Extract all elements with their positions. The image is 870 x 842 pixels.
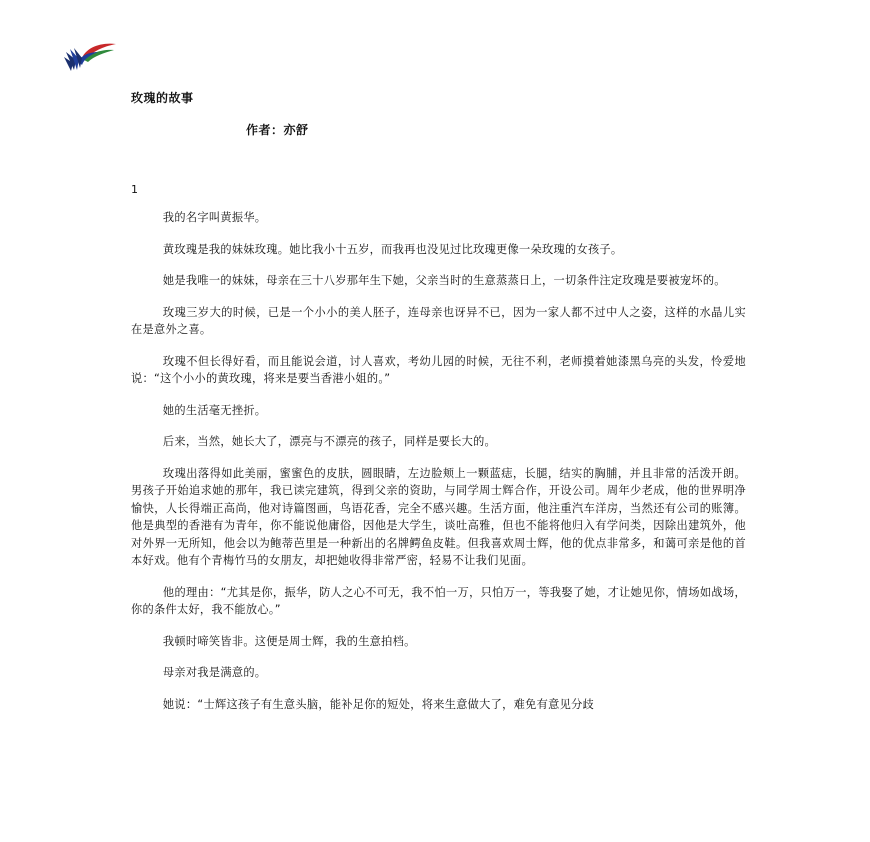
paragraph: 玫瑰三岁大的时候，已是一个小小的美人胚子，连母亲也讶异不已，因为一家人都不过中人之姿，这样的水晶儿实在是意外之喜。: [131, 305, 746, 336]
story-body: [131, 209, 746, 727]
chapter-number: 1: [131, 183, 138, 196]
paragraph: 玫瑰不但长得好看，而且能说会道，讨人喜欢，考幼儿园的时候，无往不利，老师摸着她漆黑乌亮的头发，怜爱地说：“这个小小的黄玫瑰，将来是要当香港小姐的。”: [131, 354, 746, 385]
paragraph: 玫瑰出落得如此美丽，蜜蜜色的皮肤，圆眼睛，左边脸颊上一颗蓝痣，长腿，结实的胸脯，并且非常的活泼开朗。男孩子开始追求她的那年，我已读完建筑，得到父亲的资助，与同学周士辉合作，开设公司。周年少老成，他的世界明净愉快，人长得端正高尚，他对诗篇图画，鸟语花香，完全不感兴趣。生活方面，他注重汽车洋房，当然还有公司的账簿。他是典型的香港有为青年，你不能说他庸俗，因他是大学生，谈吐高雅，但也不能将他归入有学问类，因除出建筑外，他对外界一无所知，他会以为鲍蒂芭里是一种新出的名牌鳄鱼皮鞋。但我喜欢周士辉，他的优点非常多，和蔼可亲是他的首本好戏。他有个青梅竹马的女朋友，却把她收得非常严密，轻易不让我们见面。: [131, 466, 746, 567]
paragraph: 我顿时啼笑皆非。这便是周士辉，我的生意拍档。: [162, 634, 416, 648]
paragraph: 她的生活毫无挫折。: [162, 403, 267, 417]
paragraph: 我的名字叫黄振华。: [162, 211, 267, 224]
paragraph: 母亲对我是满意的。: [162, 666, 267, 679]
paragraph: 她说：“士辉这孩子有生意头脑，能补足你的短处，将来生意做大了，难免有意见分歧: [162, 697, 595, 711]
story-title: 玫瑰的故事: [131, 91, 194, 105]
paragraph: 黄玫瑰是我的妹妹玫瑰。她比我小十五岁，而我再也没见过比玫瑰更像一朵玫瑰的女孩子。: [162, 242, 623, 256]
author-line: 作者：亦舒: [246, 123, 309, 137]
paragraph: 他的理由：“尤其是你，振华，防人之心不可无，我不怕一万，只怕万一，等我娶了她，才让她见你，情场如战场，你的条件太好，我不能放心。”: [131, 585, 746, 616]
bird-wing-logo-icon: [62, 40, 118, 74]
paragraph: 后来，当然，她长大了，漂亮与不漂亮的孩子，同样是要长大的。: [162, 435, 497, 448]
paragraph: 她是我唯一的妹妹，母亲在三十八岁那年生下她，父亲当时的生意蒸蒸日上，一切条件注定玫瑰是要被宠坏的。: [162, 274, 726, 287]
